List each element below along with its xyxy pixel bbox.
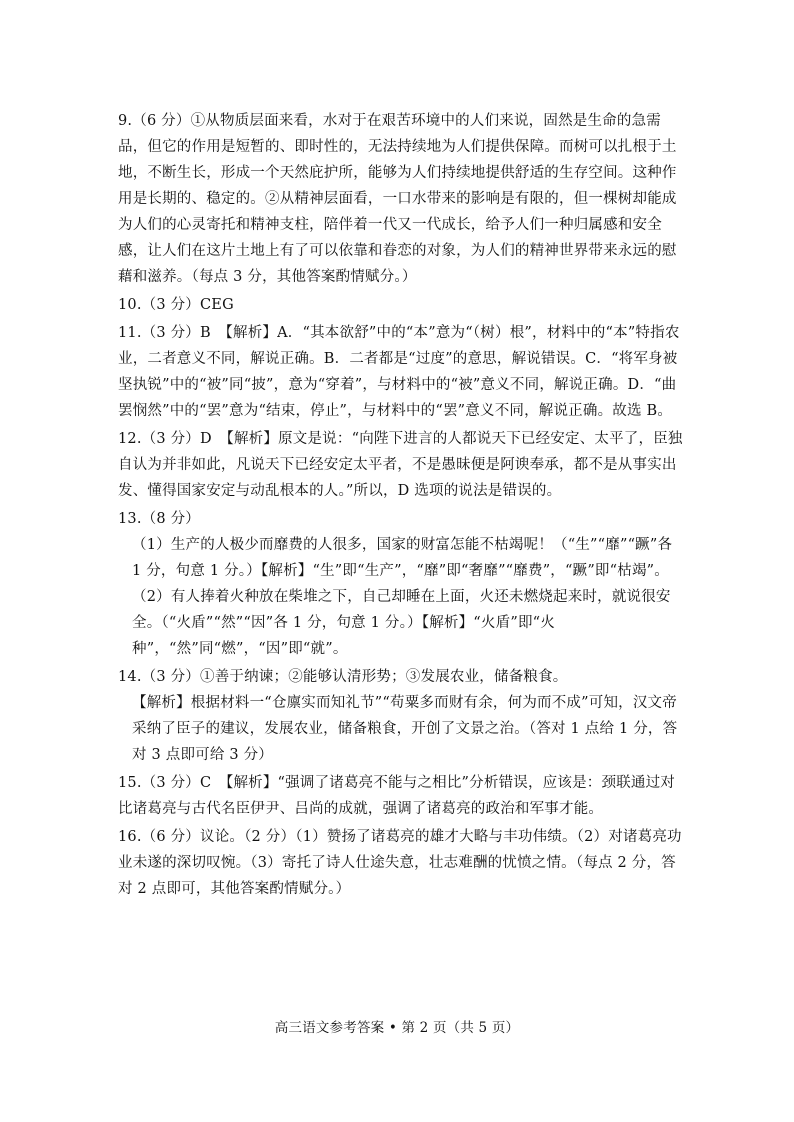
item-text: （3 分）C 【解析】“强调了诸葛亮不能与之相比”分析错误，应该是：颈联通过对比诸葛亮与古代名臣伊尹、吕尚的成就，强调了诸葛亮的政治和军事才能。: [118, 775, 675, 817]
answer-item-15: [118, 770, 686, 822]
answer-item-14-analysis: 【解析】根据材料一“仓廪实而知礼节”“苟粟多而财有余，何为而不成”可知，汉文帝采纳了臣子的建议，发展农业，储备粮食，开创了文景之治。（答对 1 点给 1 分，答对 3 点即可给 3 分）: [132, 695, 678, 763]
item-number: 12.: [118, 431, 142, 447]
item-number: 16.: [118, 829, 142, 845]
answer-item-13: [118, 506, 686, 532]
item-text: （6 分）①从物质层面来看，水对于在艰苦环境中的人们来说，固然是生命的急需品，但它的作用是短暂的、即时性的，无法持续地为人们提供保障。而树可以扎根于土地，不断生长，形成一个天然庇护所，能够为人们持续地提供舒适的生存空间。这种作用是长期的、稳定的。②从精神层面看，一口水带来的影响是有限的，但一棵树却能成为人们的心灵寄托和精神支柱，陪伴着一代又一代成长，给予人们一种归属感和安全感，让人们在这片土地上有了可以依靠和眷恋的对象，为人们的精神世界带来永远的慰藉和滋养。（每点 3 分，其他答案酌情赋分。）: [118, 113, 677, 285]
answer-item-13-part-2: （2）有人捧着火种放在柴堆之下，自己却睡在上面，火还未燃烧起来时，就说很安全。（“火盾”“然”“因”各 1 分，句意 1 分。）【解析】“火盾”即“火种”，“然”同“燃”，“因”即“就”。: [132, 589, 671, 657]
answer-item-14: [118, 664, 686, 690]
item-number: 10.: [118, 297, 142, 313]
item-number: 15.: [118, 775, 142, 791]
item-text: （3 分）CEG: [141, 297, 234, 313]
answer-item-16: [118, 824, 686, 902]
answer-item-11: [118, 320, 686, 424]
item-number: 13.: [118, 511, 142, 527]
item-text: （8 分）: [141, 511, 201, 527]
page-footer: 高三语文参考答案 • 第 2 页（共 5 页）: [274, 1020, 520, 1036]
item-number: 14.: [118, 669, 142, 685]
answer-item-9: [118, 108, 686, 290]
answer-item-10: [118, 292, 686, 318]
item-text: （3 分）D 【解析】原文是说：“向陛下进言的人都说天下已经安定、太平了，臣独自认为并非如此，凡说天下已经安定太平者，不是愚昧便是阿谀奉承，都不是从事实出发、懂得国家安定与动乱根本的人。”所以，D 选项的说法是错误的。: [118, 431, 683, 499]
item-text: （3 分）①善于纳谏；②能够认清形势；③发展农业，储备粮食。: [141, 669, 568, 685]
item-number: 9.: [118, 113, 133, 129]
answer-item-12: [118, 426, 686, 504]
answer-content: [118, 108, 686, 902]
answer-item-13-part-1: （1）生产的人极少而靡费的人很多，国家的财富怎能不枯竭呢！（“生”“靡”“蹶”各 1 分，句意 1 分。）【解析】“生”即“生产”，“靡”即“奢靡”“靡费”，“蹶”即“枯竭”。: [132, 537, 673, 579]
item-number: 11.: [118, 325, 142, 341]
item-text: （3 分）B 【解析】A．“其本欲舒”中的“本”意为“（树）根”，材料中的“本”特指农业，二者意义不同，解说正确。B．二者都是“过度”的意思，解说错误。C．“将军身被坚执锐”中的“被”同“披”，意为“穿着”，与材料中的“被”意义不同，解说正确。D．“曲罢悯然”中的“罢”意为“结束，停止”，与材料中的“罢”意义不同，解说正确。故选 B。: [118, 325, 680, 419]
item-text: （6 分）议论。（2 分）（1）赞扬了诸葛亮的雄才大略与丰功伟绩。（2）对诸葛亮功业未遂的深切叹惋。（3）寄托了诗人仕途失意，壮志难酬的忧愤之情。（每点 2 分，答对 2 点即可，其他答案酌情赋分。）: [118, 829, 682, 897]
